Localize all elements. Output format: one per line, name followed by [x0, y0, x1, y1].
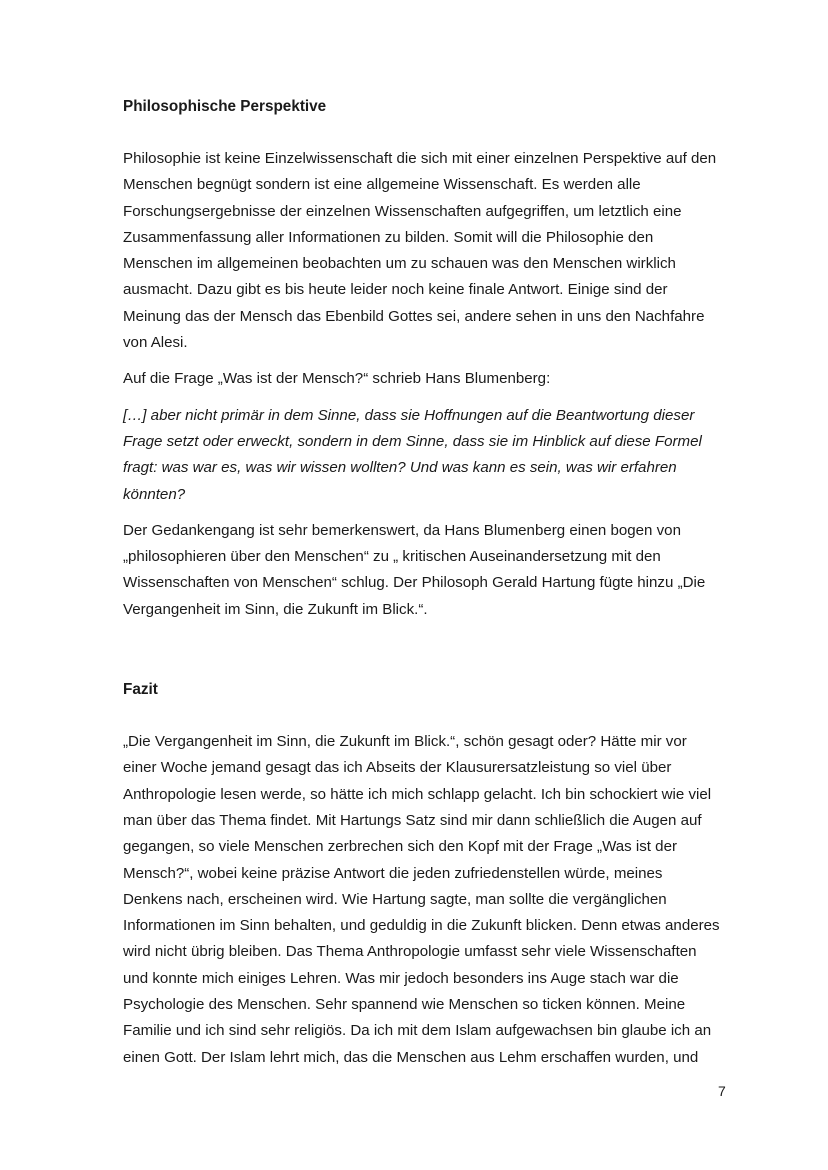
text-line: Anthropologie lesen werde, so hätte ich mich schlapp gelacht. Ich bin schockiert wie viel [123, 785, 712, 803]
text-line: Mensch?“, wobei keine präzise Antwort die jeden zufriedenstellen würde, meines [123, 864, 663, 882]
section-heading-philosophische-perspektive: Philosophische Perspektive [123, 98, 327, 115]
paragraph-gedankengang [123, 518, 733, 623]
paragraph-blumenberg-question [123, 366, 733, 392]
blumenberg-quote [123, 403, 733, 508]
text-line: und konnte mich einiges Lehren. Was mir jedoch besonders ins Auge stach war die [123, 969, 679, 987]
text-line: ausmacht. Dazu gibt es bis heute leider noch keine finale Antwort. Einige sind der [123, 281, 668, 299]
text-line: Menschen begnügt sondern ist eine allgemeine Wissenschaft. Es werden alle [123, 176, 641, 194]
paragraph-fazit [123, 729, 733, 1071]
text-line: Der Gedankengang ist sehr bemerkenswert, da Hans Blumenberg einen bogen von [123, 521, 681, 539]
text-line: „Die Vergangenheit im Sinn, die Zukunft im Blick.“, schön gesagt oder? Hätte mir vor [123, 733, 687, 751]
quote-line: fragt: was war es, was wir wissen wollten? Und was kann es sein, was wir erfahren [123, 459, 677, 477]
page-number: 7 [718, 1083, 726, 1099]
text-line: Zusammenfassung aller Informationen zu bilden. Somit will die Philosophie den [123, 228, 654, 246]
text-line: „philosophieren über den Menschen“ zu „ kritischen Auseinandersetzung mit den [123, 548, 661, 566]
text-line: Denkens nach, erscheinen wird. Wie Hartung sagte, man sollte die vergänglichen [123, 890, 667, 908]
text-line: einer Woche jemand gesagt das ich Abseits der Klausurersatzleistung so viel über [123, 759, 672, 777]
text-line: einen Gott. Der Islam lehrt mich, das die Menschen aus Lehm erschaffen wurden, und [123, 1048, 699, 1066]
text-line: wird nicht übrig bleiben. Das Thema Anthropologie umfasst sehr viele Wissenschaften [123, 943, 697, 961]
text-line: Meinung das der Mensch das Ebenbild Gottes sei, andere sehen in uns den Nachfahre [123, 307, 705, 325]
text-line: Forschungsergebnisse der einzelnen Wissenschaften aufgegriffen, um letztlich eine [123, 202, 682, 220]
quote-line: […] aber nicht primär in dem Sinne, dass sie Hoffnungen auf die Beantwortung dieser [123, 406, 695, 424]
paragraph-philosophie-intro [123, 146, 733, 356]
text-line: Vergangenheit im Sinn, die Zukunft im Blick.“. [123, 600, 428, 618]
section-heading-fazit: Fazit [123, 681, 158, 699]
quote-line: Frage setzt oder erweckt, sondern in dem Sinne, dass sie im Hinblick auf diese Formel [123, 432, 702, 450]
text-line: Menschen im allgemeinen beobachten um zu schauen was den Menschen wirklich [123, 255, 676, 273]
text-line: Informationen im Sinn behalten, und geduldig in die Zukunft blicken. Denn etwas anderes [123, 917, 720, 935]
text-line: Familie und ich sind sehr religiös. Da ich mit dem Islam aufgewachsen bin glaube ich an [123, 1022, 712, 1040]
text-line: Psychologie des Menschen. Sehr spannend wie Menschen so ticken können. Meine [123, 996, 686, 1014]
text-line: gegangen, so viele Menschen zerbrechen sich den Kopf mit der Frage „Was ist der [123, 838, 678, 856]
text-line: man über das Thema findet. Mit Hartungs Satz sind mir dann schließlich die Augen auf [123, 811, 702, 829]
page-content [123, 96, 733, 1081]
text-line: Philosophie ist keine Einzelwissenschaft die sich mit einer einzelnen Perspektive auf den [123, 150, 717, 167]
text-line: Auf die Frage „Was ist der Mensch?“ schrieb Hans Blumenberg: [123, 370, 551, 388]
text-line: von Alesi. [123, 334, 188, 352]
quote-line: könnten? [123, 485, 186, 503]
text-line: Wissenschaften von Menschen“ schlug. Der Philosoph Gerald Hartung fügte hinzu „Die [123, 574, 706, 592]
